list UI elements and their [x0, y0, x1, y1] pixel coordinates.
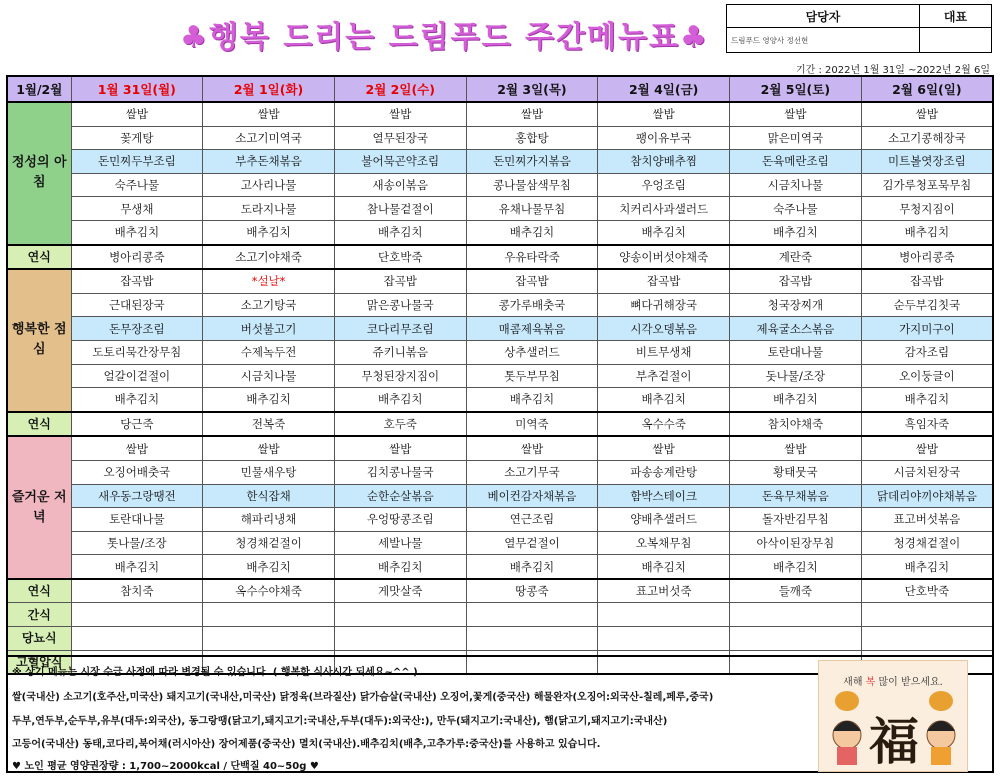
- menu-row: [7, 436, 993, 460]
- porridge-item: 병아리콩죽: [861, 245, 993, 270]
- menu-item: 톳나물/조장: [71, 531, 203, 555]
- menu-row: [7, 364, 993, 388]
- menu-item: 잡곡밥: [334, 269, 466, 293]
- porridge-item: 참치야채죽: [730, 412, 862, 437]
- menu-item: 한식잡채: [203, 484, 335, 508]
- diet-cell: [71, 603, 203, 627]
- menu-item: 우엉땅콩조림: [334, 508, 466, 532]
- menu-item: 배추김치: [730, 555, 862, 579]
- menu-item: 양배추샐러드: [598, 508, 730, 532]
- menu-item: 쌀밥: [466, 102, 598, 126]
- menu-item: 근대된장국: [71, 293, 203, 317]
- menu-item: 쌀밥: [334, 436, 466, 460]
- menu-item: 배추김치: [334, 388, 466, 412]
- diet-label: 간식: [7, 603, 71, 627]
- porridge-item: 병아리콩죽: [71, 245, 203, 270]
- diet-cell: [203, 603, 335, 627]
- menu-item: 열무겉절이: [466, 531, 598, 555]
- menu-row: [7, 508, 993, 532]
- note-line: 고등어(국내산) 동태,코다리,북어채(러시아산) 장어제품(중국산) 멸치(국내산).배추김치(배추,고추가루:중국산)를 사용하고 있습니다.: [12, 739, 601, 750]
- menu-item: 수제녹두전: [203, 340, 335, 364]
- menu-item: 김치콩나물국: [334, 460, 466, 484]
- menu-row: [7, 197, 993, 221]
- menu-item: 배추김치: [203, 388, 335, 412]
- menu-item: 배추김치: [861, 388, 993, 412]
- menu-item: 열무된장국: [334, 126, 466, 150]
- menu-item: 콩나물삼색무침: [466, 173, 598, 197]
- menu-item: 황태뭇국: [730, 460, 862, 484]
- menu-item: 숙주나물: [71, 173, 203, 197]
- menu-item: 잡곡밥: [71, 269, 203, 293]
- approval-ceo-sign: [919, 28, 991, 53]
- header-row: [7, 76, 993, 102]
- porridge-item: 호두죽: [334, 412, 466, 437]
- porridge-item: 단호박죽: [861, 579, 993, 603]
- menu-item: 소고기미역국: [203, 126, 335, 150]
- menu-item: *설날*: [203, 269, 335, 293]
- menu-item: 쌀밥: [203, 102, 335, 126]
- menu-item: 무청된장지짐이: [334, 364, 466, 388]
- menu-item: 쌀밥: [730, 436, 862, 460]
- menu-item: 쌀밥: [861, 436, 993, 460]
- diet-label: 고혈압식: [7, 650, 71, 674]
- menu-item: 돌자반김무침: [730, 508, 862, 532]
- menu-item: 꽃게탕: [71, 126, 203, 150]
- menu-item: 쌀밥: [203, 436, 335, 460]
- menu-item: 미트볼엿장조림: [861, 150, 993, 174]
- menu-item: 쌀밥: [71, 102, 203, 126]
- menu-row: [7, 173, 993, 197]
- porridge-item: 소고기야채죽: [203, 245, 335, 270]
- menu-item: 맑은미역국: [730, 126, 862, 150]
- menu-item: 홍합탕: [466, 126, 598, 150]
- diet-cell: [203, 627, 335, 651]
- menu-item: 배추김치: [861, 220, 993, 244]
- porridge-item: 옥수수죽: [598, 412, 730, 437]
- menu-item: 오징어배춧국: [71, 460, 203, 484]
- menu-item: 소고기탕국: [203, 293, 335, 317]
- menu-row: [7, 460, 993, 484]
- menu-item: 쥬키니볶음: [334, 340, 466, 364]
- menu-row: [7, 531, 993, 555]
- menu-item: 도라지나물: [203, 197, 335, 221]
- menu-item: 뼈다귀해장국: [598, 293, 730, 317]
- menu-item: 팽이유부국: [598, 126, 730, 150]
- menu-item: 부추겉절이: [598, 364, 730, 388]
- menu-item: 부추돈채볶음: [203, 150, 335, 174]
- menu-item: 배추김치: [598, 220, 730, 244]
- porridge-item: 옥수수야채죽: [203, 579, 335, 603]
- header-month: 1월/2월: [7, 76, 71, 102]
- menu-item: 버섯불고기: [203, 317, 335, 341]
- menu-item: 토란대나물: [71, 508, 203, 532]
- new-year-characters-image: [819, 661, 967, 771]
- new-year-greeting: 새해 복 많이 받으세요.: [843, 677, 943, 688]
- menu-item: 돈무장조림: [71, 317, 203, 341]
- menu-item: 우엉조림: [598, 173, 730, 197]
- diet-row: [7, 627, 993, 651]
- diet-cell: [861, 627, 993, 651]
- header-day: 2월 6일(일): [861, 76, 993, 102]
- menu-item: 돈민찌가지볶음: [466, 150, 598, 174]
- porridge-item: 참치죽: [71, 579, 203, 603]
- menu-item: 도토리묵간장무침: [71, 340, 203, 364]
- menu-item: 청경채겉절이: [203, 531, 335, 555]
- porridge-item: 땅콩죽: [466, 579, 598, 603]
- menu-item: 소고기무국: [466, 460, 598, 484]
- notes-box: [6, 655, 994, 773]
- menu-item: 돈민찌두부조림: [71, 150, 203, 174]
- porridge-label: 연식: [7, 245, 71, 270]
- menu-item: 배추김치: [71, 220, 203, 244]
- header-day: 2월 5일(토): [730, 76, 862, 102]
- menu-item: 돈육메란조림: [730, 150, 862, 174]
- diet-cell: [334, 627, 466, 651]
- diet-row: [7, 603, 993, 627]
- menu-item: 무청지짐이: [861, 197, 993, 221]
- menu-row: [7, 340, 993, 364]
- porridge-item: 당근죽: [71, 412, 203, 437]
- new-year-illustration: [818, 660, 968, 772]
- menu-period: 기간 : 2022년 1월 31일 ~2022년 2월 6일: [796, 65, 990, 76]
- menu-item: 아삭이된장무침: [730, 531, 862, 555]
- menu-row: [7, 484, 993, 508]
- menu-item: 배추김치: [334, 220, 466, 244]
- menu-item: 시금치나물: [203, 364, 335, 388]
- menu-item: 매콤제육볶음: [466, 317, 598, 341]
- menu-item: 불어묵곤약조림: [334, 150, 466, 174]
- menu-item: 시금치나물: [730, 173, 862, 197]
- menu-item: 배추김치: [466, 388, 598, 412]
- diet-cell: [598, 627, 730, 651]
- menu-item: 쌀밥: [598, 436, 730, 460]
- header-day: 2월 2일(수): [334, 76, 466, 102]
- menu-item: 배추김치: [466, 220, 598, 244]
- menu-item: 오이둥글이: [861, 364, 993, 388]
- menu-row: [7, 317, 993, 341]
- menu-item: 잡곡밥: [466, 269, 598, 293]
- menu-item: 배추김치: [466, 555, 598, 579]
- menu-item: 유채나물무침: [466, 197, 598, 221]
- menu-item: 해파리냉채: [203, 508, 335, 532]
- porridge-item: 표고버섯죽: [598, 579, 730, 603]
- menu-item: 쌀밥: [861, 102, 993, 126]
- menu-row: [7, 388, 993, 412]
- diet-cell: [730, 627, 862, 651]
- note-line: 쌀(국내산) 소고기(호주산,미국산) 돼지고기(국내산,미국산) 닭정육(브라질산) 닭가슴살(국내산) 오징어,꽃게(중국산) 해물완자(오징어:외국산-칠레,페루,중국): [12, 692, 714, 703]
- approval-box: [726, 4, 992, 53]
- menu-item: 참나물겉절이: [334, 197, 466, 221]
- menu-item: 감자조림: [861, 340, 993, 364]
- menu-item: 쌀밥: [598, 102, 730, 126]
- porridge-item: 미역죽: [466, 412, 598, 437]
- menu-item: 잡곡밥: [861, 269, 993, 293]
- menu-item: 쌀밥: [334, 102, 466, 126]
- menu-item: 새송이볶음: [334, 173, 466, 197]
- menu-item: 배추김치: [730, 388, 862, 412]
- porridge-label: 연식: [7, 579, 71, 603]
- weekly-menu-table: [6, 75, 994, 675]
- porridge-item: 계란죽: [730, 245, 862, 270]
- menu-item: 닭데리야끼야채볶음: [861, 484, 993, 508]
- menu-item: 쌀밥: [71, 436, 203, 460]
- menu-item: 새우동그랑땡전: [71, 484, 203, 508]
- menu-item: 김가루청포묵무침: [861, 173, 993, 197]
- porridge-item: 단호박죽: [334, 245, 466, 270]
- diet-cell: [71, 627, 203, 651]
- menu-item: 베이컨감자채볶음: [466, 484, 598, 508]
- menu-item: 표고버섯볶음: [861, 508, 993, 532]
- menu-item: 숙주나물: [730, 197, 862, 221]
- menu-item: 치커리사과샐러드: [598, 197, 730, 221]
- diet-cell: [598, 603, 730, 627]
- menu-item: 돗나물/조장: [730, 364, 862, 388]
- menu-row: [7, 293, 993, 317]
- menu-item: 배추김치: [598, 388, 730, 412]
- porridge-label: 연식: [7, 412, 71, 437]
- menu-item: 쌀밥: [730, 102, 862, 126]
- menu-item: 배추김치: [203, 555, 335, 579]
- diet-cell: [334, 603, 466, 627]
- menu-item: 순두부김칫국: [861, 293, 993, 317]
- svg-text:福: 福: [869, 712, 919, 771]
- diet-label: 당뇨식: [7, 627, 71, 651]
- breakfast-label: 정성의 아침: [7, 102, 71, 245]
- menu-row: [7, 150, 993, 174]
- menu-row: [7, 555, 993, 579]
- porridge-row: [7, 245, 993, 270]
- menu-item: 배추김치: [71, 388, 203, 412]
- menu-item: 돈육무채볶음: [730, 484, 862, 508]
- menu-item: 세발나물: [334, 531, 466, 555]
- dinner-label: 즐거운 저녁: [7, 436, 71, 579]
- header-day: 1월 31일(월): [71, 76, 203, 102]
- menu-item: 배추김치: [71, 555, 203, 579]
- menu-item: 얼갈이겉절이: [71, 364, 203, 388]
- menu-item: 제육굴소스볶음: [730, 317, 862, 341]
- approval-header-ceo: 대표: [919, 5, 991, 28]
- menu-item: 비트무생채: [598, 340, 730, 364]
- note-line: 두부,연두부,순두부,유부(대두:외국산), 동그랑땡(닭고기,돼지고기:국내산,두부(대두):외국산:), 만두(돼지고기:국내산), 햄(닭고기,돼지고기:국내산): [12, 716, 668, 727]
- lunch-label: 행복한 점심: [7, 269, 71, 412]
- menu-item: 무생채: [71, 197, 203, 221]
- diet-cell: [861, 603, 993, 627]
- menu-item: 토란대나물: [730, 340, 862, 364]
- menu-row: [7, 102, 993, 126]
- menu-item: 배추김치: [203, 220, 335, 244]
- menu-item: 오복채무침: [598, 531, 730, 555]
- menu-item: 콩가루배춧국: [466, 293, 598, 317]
- menu-item: 가지미구이: [861, 317, 993, 341]
- menu-row: [7, 126, 993, 150]
- menu-item: 청경채겉절이: [861, 531, 993, 555]
- menu-item: 톳두부무침: [466, 364, 598, 388]
- diet-cell: [730, 603, 862, 627]
- menu-item: 고사리나물: [203, 173, 335, 197]
- header-day: 2월 4일(금): [598, 76, 730, 102]
- menu-item: 맑은콩나물국: [334, 293, 466, 317]
- menu-item: 소고기콩해장국: [861, 126, 993, 150]
- note-line: ※ 상기 메뉴는 시장 수급 사정에 따라 변경될 수 있습니다. ( 행복한 식사시간 되세요~^^ ): [12, 667, 418, 678]
- menu-item: 순한순살볶음: [334, 484, 466, 508]
- menu-item: 배추김치: [730, 220, 862, 244]
- menu-item: 민물새우탕: [203, 460, 335, 484]
- menu-item: 시각오뎅볶음: [598, 317, 730, 341]
- page-title: ♣행복 드리는 드림푸드 주간메뉴표♣: [180, 20, 709, 55]
- diet-cell: [466, 627, 598, 651]
- porridge-item: 전복죽: [203, 412, 335, 437]
- porridge-item: 흑임자죽: [861, 412, 993, 437]
- menu-item: 코다리무조림: [334, 317, 466, 341]
- header-day: 2월 3일(목): [466, 76, 598, 102]
- menu-item: 연근조림: [466, 508, 598, 532]
- menu-item: 배추김치: [334, 555, 466, 579]
- menu-item: 배추김치: [861, 555, 993, 579]
- porridge-item: 들깨죽: [730, 579, 862, 603]
- porridge-item: 게맛살죽: [334, 579, 466, 603]
- menu-item: 쌀밥: [466, 436, 598, 460]
- approval-manager-name: 드림푸드 영양사 정선현: [727, 28, 920, 53]
- porridge-item: 우유타락죽: [466, 245, 598, 270]
- menu-row: [7, 269, 993, 293]
- diet-cell: [466, 603, 598, 627]
- porridge-item: 양송이버섯야채죽: [598, 245, 730, 270]
- menu-item: 참치양배추찜: [598, 150, 730, 174]
- header-day: 2월 1일(화): [203, 76, 335, 102]
- menu-item: 청국장찌개: [730, 293, 862, 317]
- menu-row: [7, 220, 993, 244]
- menu-item: 시금치된장국: [861, 460, 993, 484]
- menu-item: 잡곡밥: [730, 269, 862, 293]
- approval-header-manager: 담당자: [727, 5, 920, 28]
- porridge-row: [7, 412, 993, 437]
- menu-item: 잡곡밥: [598, 269, 730, 293]
- menu-item: 배추김치: [598, 555, 730, 579]
- menu-item: 상추샐러드: [466, 340, 598, 364]
- menu-item: 함박스테이크: [598, 484, 730, 508]
- menu-item: 파송송계란탕: [598, 460, 730, 484]
- nutrition-note: ♥ 노인 평균 영양권장량 : 1,700~2000kcal / 단백질 40~50g ♥: [12, 761, 319, 772]
- porridge-row: [7, 579, 993, 603]
